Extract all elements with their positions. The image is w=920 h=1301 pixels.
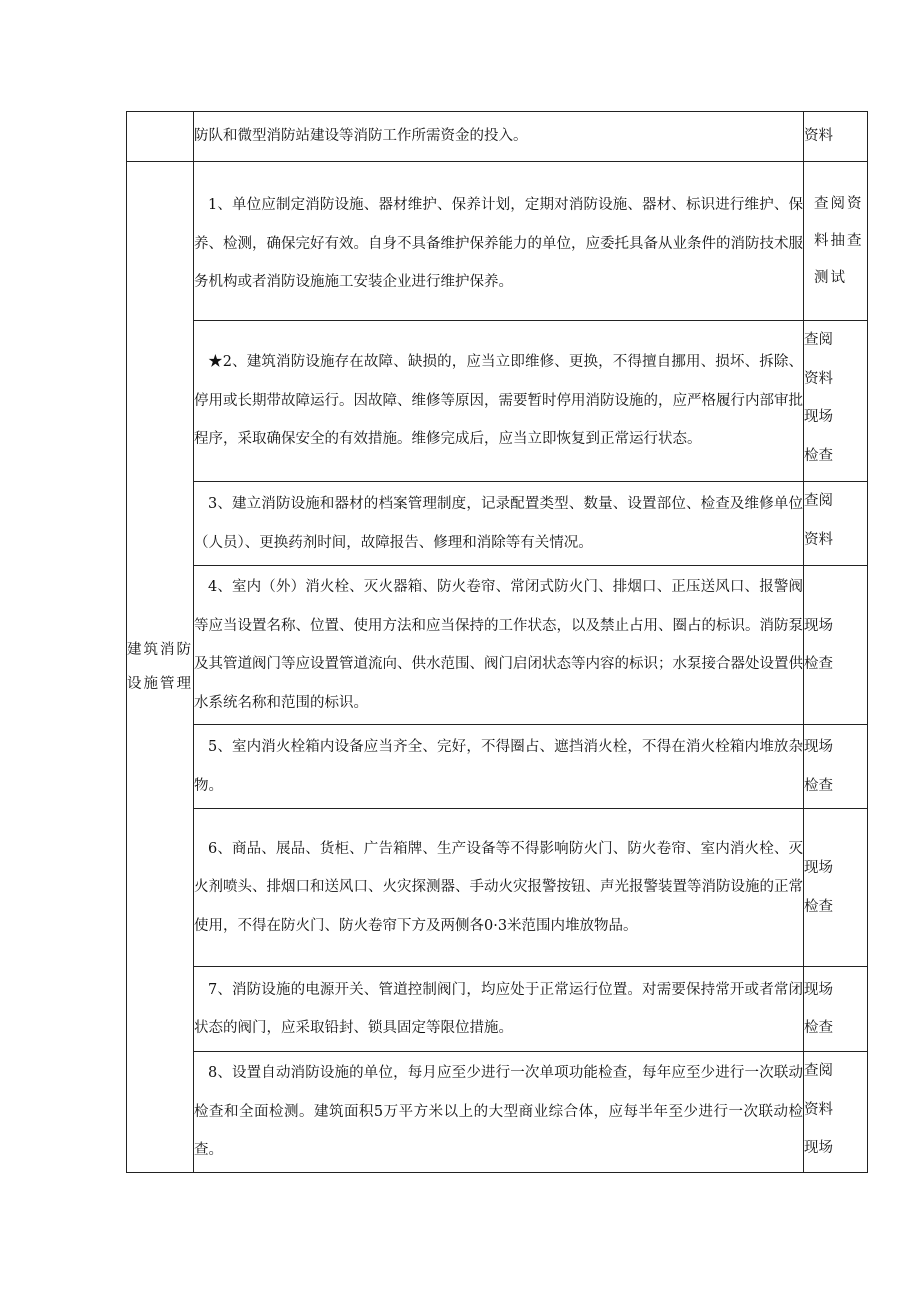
item-content [194, 809, 804, 967]
item-content [194, 967, 804, 1052]
table-row [127, 566, 868, 725]
table-row [127, 162, 868, 321]
item-text: 8、设置自动消防设施的单位，每月应至少进行一次单项功能检查，每年应至少进行一次联动检查和全面检测。建筑面积5万平方米以上的大型商业综合体，应每半年至少进行一次联动检查。 [194, 1065, 803, 1159]
category-cell-empty [127, 112, 194, 162]
inspection-method: 现场 检查 [804, 967, 868, 1052]
table-row [127, 321, 868, 482]
inspection-method: 现场 检查 [804, 566, 868, 725]
item-content [194, 162, 804, 321]
item-text: 4、室内（外）消火栓、灭火器箱、防火卷帘、常闭式防火门、排烟口、正压送风口、报警阀等应当设置名称、位置、使用方法和应当保持的工作状态，以及禁止占用、圈占的标识。消防泵及其管道阀门等应设置管道流向、供水范围、阀门启闭状态等内容的标识；水泵接合器处设置供水系统名称和范围的标识。 [194, 579, 803, 711]
table-row [127, 1052, 868, 1173]
item-text: 3、建立消防设施和器材的档案管理制度，记录配置类型、数量、设置部位、检查及维修单位（人员）、更换药剂时间，故障报告、修理和消除等有关情况。 [194, 496, 803, 551]
inspection-method: 资料 [804, 112, 868, 162]
item-content [194, 482, 804, 566]
item-content [194, 725, 804, 809]
table-row [127, 482, 868, 566]
item-text: 5、室内消火栓箱内设备应当齐全、完好，不得圈占、遮挡消火栓，不得在消火栓箱内堆放杂物。 [194, 739, 803, 794]
inspection-method: 查阅 资料 现场 [804, 1052, 868, 1173]
item-text: 7、消防设施的电源开关、管道控制阀门，均应处于正常运行位置。对需要保持常开或者常闭状态的阀门，应采取铅封、锁具固定等限位措施。 [194, 981, 803, 1036]
item-content [194, 321, 804, 482]
inspection-method: 查阅资料抽查测试 [804, 162, 868, 321]
item-content [194, 1052, 804, 1173]
item-text: 6、商品、展品、货柜、广告箱牌、生产设备等不得影响防火门、防火卷帘、室内消火栓、灭火剂喷头、排烟口和送风口、火灾探测器、手动火灾报警按钮、声光报警装置等消防设施的正常使用，不得在防火门、防火卷帘下方及两侧各0·3米范围内堆放物品。 [194, 840, 803, 934]
item-content: 防队和微型消防站建设等消防工作所需资金的投入。 [194, 112, 804, 162]
inspection-method: 现场 检查 [804, 809, 868, 967]
item-text: ★2、建筑消防设施存在故障、缺损的，应当立即维修、更换，不得擅自挪用、损坏、拆除、停用或长期带故障运行。因故障、维修等原因，需要暂时停用消防设施的，应严格履行内部审批程序，采取确保安全的有效措施。维修完成后，应当立即恢复到正常运行状态。 [194, 354, 803, 448]
table-row [127, 112, 868, 162]
table-row [127, 809, 868, 967]
inspection-method: 查阅 资料 [804, 482, 868, 566]
inspection-method: 查阅 资料 现场 检查 [804, 321, 868, 482]
table-row [127, 725, 868, 809]
category-cell: 建筑消防设施管理 [127, 162, 194, 1173]
inspection-method: 现场 检查 [804, 725, 868, 809]
item-content [194, 566, 804, 725]
item-text: 1、单位应制定消防设施、器材维护、保养计划，定期对消防设施、器材、标识进行维护、保养、检测，确保完好有效。自身不具备维护保养能力的单位，应委托具备从业条件的消防技术服务机构或者消防设施施工安装企业进行维护保养。 [194, 197, 803, 291]
table-row [127, 967, 868, 1052]
inspection-table [126, 111, 868, 1173]
